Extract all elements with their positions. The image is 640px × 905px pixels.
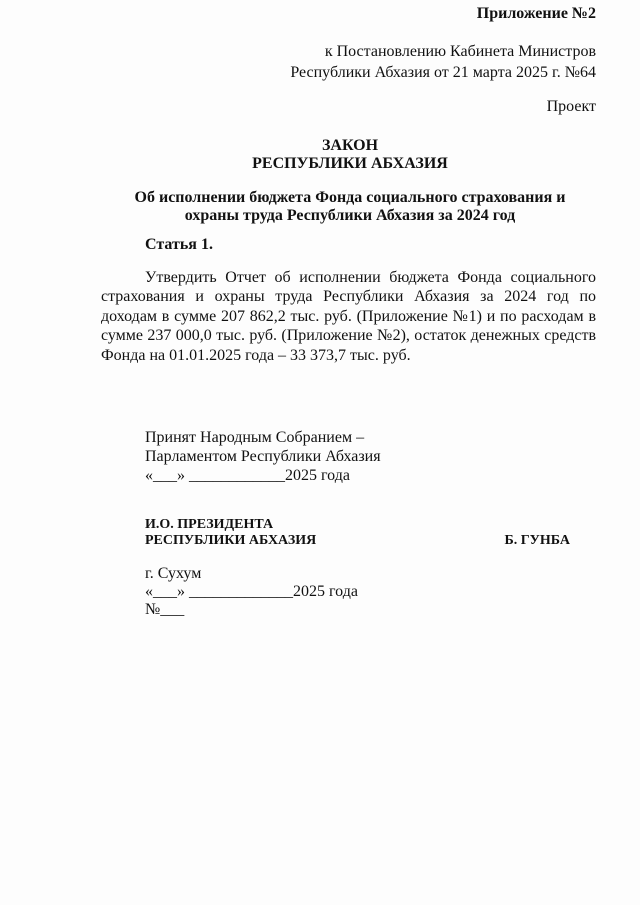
appendix-label: Приложение №2 <box>476 5 596 22</box>
resolution-date: Республики Абхазия от 21 марта 2025 г. №64 <box>290 64 596 81</box>
resolution-ref: к Постановлению Кабинета Министров <box>324 43 596 60</box>
republic-title: РЕСПУБЛИКИ АБХАЗИЯ <box>252 155 448 172</box>
adopted-date: «___» ____________2025 года <box>145 467 350 484</box>
draft-label: Проект <box>546 98 596 115</box>
signatory-name: Б. ГУНБА <box>504 533 570 548</box>
adopted-line-1: Принят Народным Собранием – <box>145 429 365 446</box>
adopted-line-2: Парламентом Республики Абхазия <box>145 448 381 465</box>
subtitle-line-2: охраны труда Республики Абхазия за 2024 год <box>184 207 516 224</box>
signatory-title-2: РЕСПУБЛИКИ АБХАЗИЯ <box>145 533 317 548</box>
article-text: Утвердить Отчет об исполнении бюджета Фонда социального страхования и охраны труда Республики Абхазия за 2024 год по доходам в сумме 207 862,2 тыс. руб. (Приложение №1) и по расходам в сумме 237 000,0 тыс. руб. (Приложение №2), остаток денежных средств Фонда на 01.01.2025 года – 33 373,7 тыс. руб. <box>101 269 596 364</box>
city: г. Сухум <box>145 565 202 582</box>
subtitle-line-1: Об исполнении бюджета Фонда социального страхования и <box>134 189 566 206</box>
sign-date: «___» _____________2025 года <box>145 583 358 600</box>
signatory-title-1: И.О. ПРЕЗИДЕНТА <box>145 517 274 532</box>
law-title: ЗАКОН <box>321 137 379 154</box>
doc-number: №___ <box>145 601 185 618</box>
article-heading: Статья 1. <box>145 236 213 253</box>
